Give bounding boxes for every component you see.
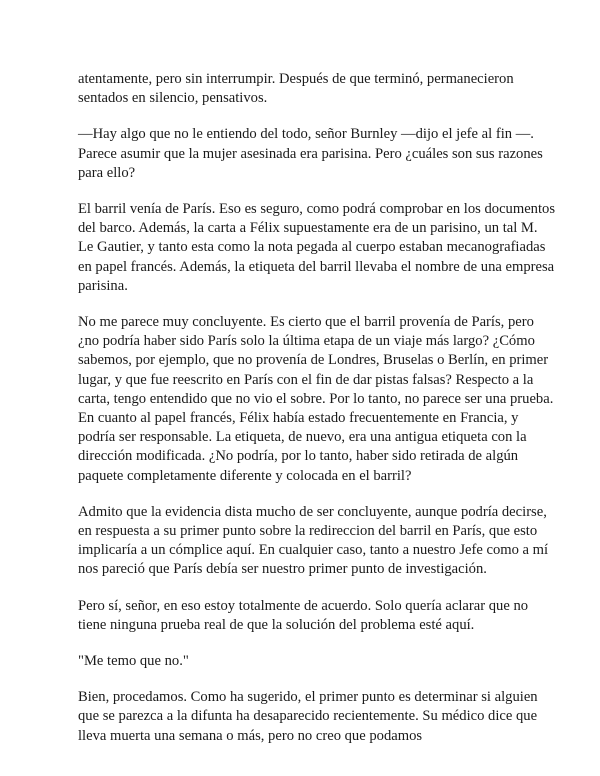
paragraph-2: —Hay algo que no le entiendo del todo, señor Burnley —dijo el jefe al fin —. Parece asumir que la mujer asesinada era parisina. Pero ¿cuáles son sus razones para ello?: [78, 126, 543, 181]
paragraph-5: Admito que la evidencia dista mucho de ser concluyente, aunque podría decirse, en respuesta a su primer punto sobre la redireccion del barril en París, que esto implicaría a un cómplice aquí. En cualquier caso, tanto a nuestro Jefe como a mí nos pareció que París debía ser nuestro primer punto de investigación.: [78, 503, 549, 578]
paragraph-7: "Me temo que no.": [78, 653, 189, 670]
paragraph-4: No me parece muy concluyente. Es cierto que el barril provenía de París, pero ¿no podría haber sido París solo la última etapa de un viaje más largo? ¿Cómo sabemos, por ejemplo, que no provenía de Londres, Bruselas o Berlín, en primer lugar, y que fue reescrito en París con el fin de dar pistas falsas? Respecto a la carta, tengo entendido que no vio el sobre. Por lo tanto, no parece ser una prueba. En cuanto al papel francés, Félix había estado frecuentemente en Francia, y podría ser responsable. La etiqueta, de nuevo, era una antigua etiqueta con la dirección modificada. ¿No podría, por lo tanto, haber sido retirada de algún paquete completamente diferente y colocada en el barril?: [78, 314, 554, 484]
paragraph-6: Pero sí, señor, en eso estoy totalmente de acuerdo. Solo quería aclarar que no tiene ninguna prueba real de que la solución del problema esté aquí.: [78, 597, 529, 633]
paragraph-8: Bien, procedamos. Como ha sugerido, el primer punto es determinar si alguien que se parezca a la difunta ha desaparecido recientemente. Su médico dice que lleva muerta una semana o más, pero no creo que podamos: [78, 689, 538, 744]
paragraph-1: atentamente, pero sin interrumpir. Después de que terminó, permanecieron sentados en silencio, pensativos.: [78, 71, 514, 107]
page-body-text: [78, 70, 556, 763]
paragraph-3: El barril venía de París. Eso es seguro, como podrá comprobar en los documentos del barco. Además, la carta a Félix supuestamente era de un parisino, un tal M. Le Gautier, y tanto esta como la nota pegada al cuerpo estaban mecanografiadas en papel francés. Además, la etiqueta del barril llevaba el nombre de una empresa parisina.: [78, 201, 556, 294]
